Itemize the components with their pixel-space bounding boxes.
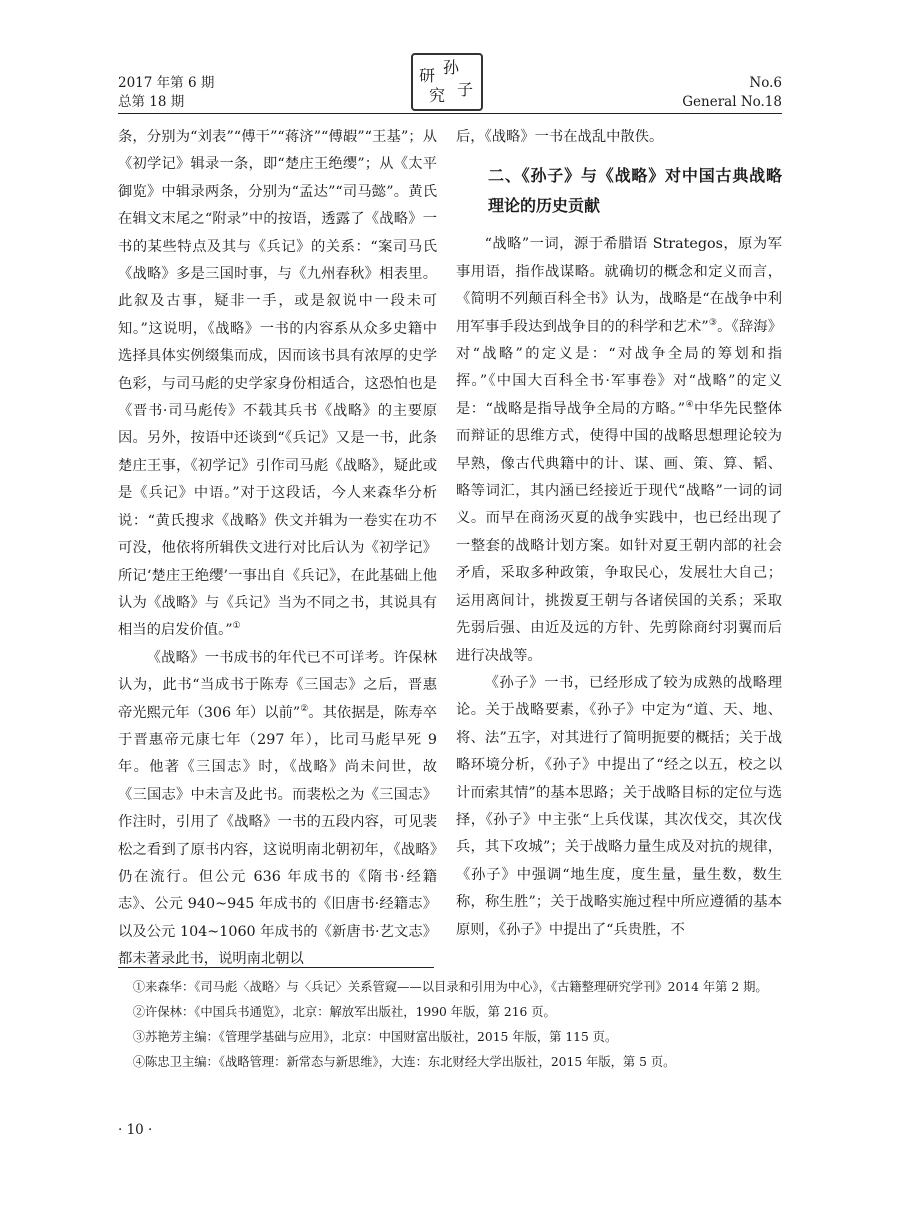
page-number: · 10 · [118, 1122, 153, 1138]
running-header-left [118, 74, 214, 112]
footnote: ②许保林：《中国兵书通览》，北京：解放军出版社，1990 年版，第 216 页。 [132, 1005, 556, 1019]
paragraph-text: 条，分别为“刘表”“傅干”“蒋济”“傅嘏”“王基”；从《初学记》辑录一条，即“楚庄王绝缨”；从《太平御览》中辑录两条，分别为“孟达”“司马懿”。黄氏在辑文末尾之“附录”中的按语，透露了《战略》一书的某些特点及其与《兵记》的关系：“案司马氏《战略》多是三国时事，与《九州春秋》相表里。此叙及古事，疑非一手，或是叙说中一段未可知。”这说明，《战略》一书的内容系从众多史籍中选择具体实例缀集而成，因而该书具有浓厚的史学色彩，与司马彪的史学家身份相适合，这恐怕也是《晋书·司马彪传》不载其兵书《战略》的主要原因。另外，按语中还谈到“《兵记》又是一书，此条楚庄王事，《初学记》引作司马彪《战略》，疑此或是《兵记》中语。”对于这段话，今人来森华分析说：“黄氏搜求《战略》佚文并辑为一卷实在功不可没，他依将所辑佚文进行对比后认为《初学记》所记‘楚庄王绝缨’一事出自《兵记》，在此基础上他认为《战略》与《兵记》当为不同之书，其说具有相当的启发价值。” [118, 129, 437, 639]
logo-char: 孙 [443, 58, 460, 77]
paragraph: 《孙子》一书，已经形成了较为成熟的战略理论。关于战略要素，《孙子》中定为“道、天、地、将、法”五字，对其进行了简明扼要的概括；关于战略环境分析，《孙子》中提出了“经之以五，校之以计而索其情”的基本思路；关于战略目标的定位与选择，《孙子》中主张“上兵伐谋，其次伐交，其次伐兵，其下攻城”；关于战略力量生成及对抗的规律，《孙子》中强调“地生度，度生量，量生数，数生称，称生胜”；关于战略实施过程中所应遵循的基本原则，《孙子》中提出了“兵贵胜，不 [456, 674, 782, 938]
footnote-ref: ① [232, 621, 241, 632]
footnote: ①来森华：《司马彪〈战略〉与〈兵记〉关系管窥——以目录和引用为中心》，《古籍整理研究学刊》2014 年第 2 期。 [132, 980, 768, 994]
issue-no: No.6 [749, 75, 782, 91]
paragraph-text: 。《辞海》对“战略”的定义是：“对战争全局的筹划和指挥。”《中国大百科全书·军事卷》对“战略”的定义是：“战略是指导战争全局的方略。” [456, 318, 782, 417]
logo-char: 究 [429, 86, 446, 105]
paragraph-text: 。其依据是，陈寿卒于晋惠帝元康七年（297 年），比司马彪早死 9 年。他著《三国志》时，《战略》尚未问世，故《三国志》中未言及此书。而裴松之为《三国志》作注时，引用了《战略》一书的五段内容，可见裴松之看到了原书内容，这说明南北朝初年，《战略》仍在流行。但公元 636 年成书的《隋书·经籍志》、公元 940~945 年成书的《旧唐书·经籍志》以及公元 104~1060 年成书的《新唐书·艺文志》都未著录此书，说明南北朝以 [118, 704, 437, 968]
footnote-ref: ③ [708, 317, 718, 328]
footnote: ④陈忠卫主编：《战略管理：新常态与新思维》，大连：东北财经大学出版社，2015 年版，第 5 页。 [132, 1055, 676, 1069]
paragraph [118, 124, 437, 645]
paragraph [456, 231, 782, 670]
left-column [118, 124, 437, 974]
paragraph-text: 《战略》一书成书的年代已不可详考。许保林认为，此书“当成书于陈寿《三国志》之后，晋惠帝光熙元年（306 年）以前” [118, 649, 437, 721]
logo-char: 研 [419, 66, 436, 85]
footnote-ref: ② [300, 703, 309, 714]
footnote: ③苏艳芳主编：《管理学基础与应用》，北京：中国财富出版社，2015 年版，第 115 页。 [132, 1030, 618, 1044]
issue-total: 总第 18 期 [118, 94, 185, 110]
logo-char: 子 [457, 80, 474, 99]
footnote-rule [118, 967, 434, 968]
general-no: General No.18 [682, 94, 782, 110]
section-heading: 二、《孙子》与《战略》对中国古典战略理论的历史贡献 [488, 166, 782, 216]
paragraph [118, 645, 437, 974]
journal-logo [411, 53, 483, 111]
paragraph: 后，《战略》一书在战乱中散佚。 [456, 129, 664, 145]
paragraph-text: 中华先民整体而辩证的思维方式，使得中国的战略思想理论较为早熟，像古代典籍中的计、谋、画、策、算、韬、略等词汇，其内涵已经接近于现代“战略”一词的词义。而早在商汤灭夏的战争实践中，也已经出现了一整套的战略计划方案。如针对夏王朝内部的社会矛盾，采取多种政策，争取民心，发展壮大自己；运用离间计，挑拨夏王朝与各诸侯国的关系；采取先弱后强、由近及远的方针、先剪除商纣羽翼而后进行决战等。 [456, 400, 783, 664]
issue-year: 2017 年第 6 期 [118, 75, 215, 91]
footnotes [118, 977, 782, 1077]
header-rule [118, 113, 782, 114]
right-column [456, 124, 782, 944]
paragraph-text: “战略”一词，源于希腊语 Strategos，原为军事用语，指作战谋略。就确切的概念和定义而言，《简明不列颠百科全书》认为，战略是“在战争中利用军事手段达到战争目的的科学和艺术” [456, 236, 782, 335]
running-header-right [682, 74, 782, 112]
footnote-ref: ④ [685, 400, 694, 411]
